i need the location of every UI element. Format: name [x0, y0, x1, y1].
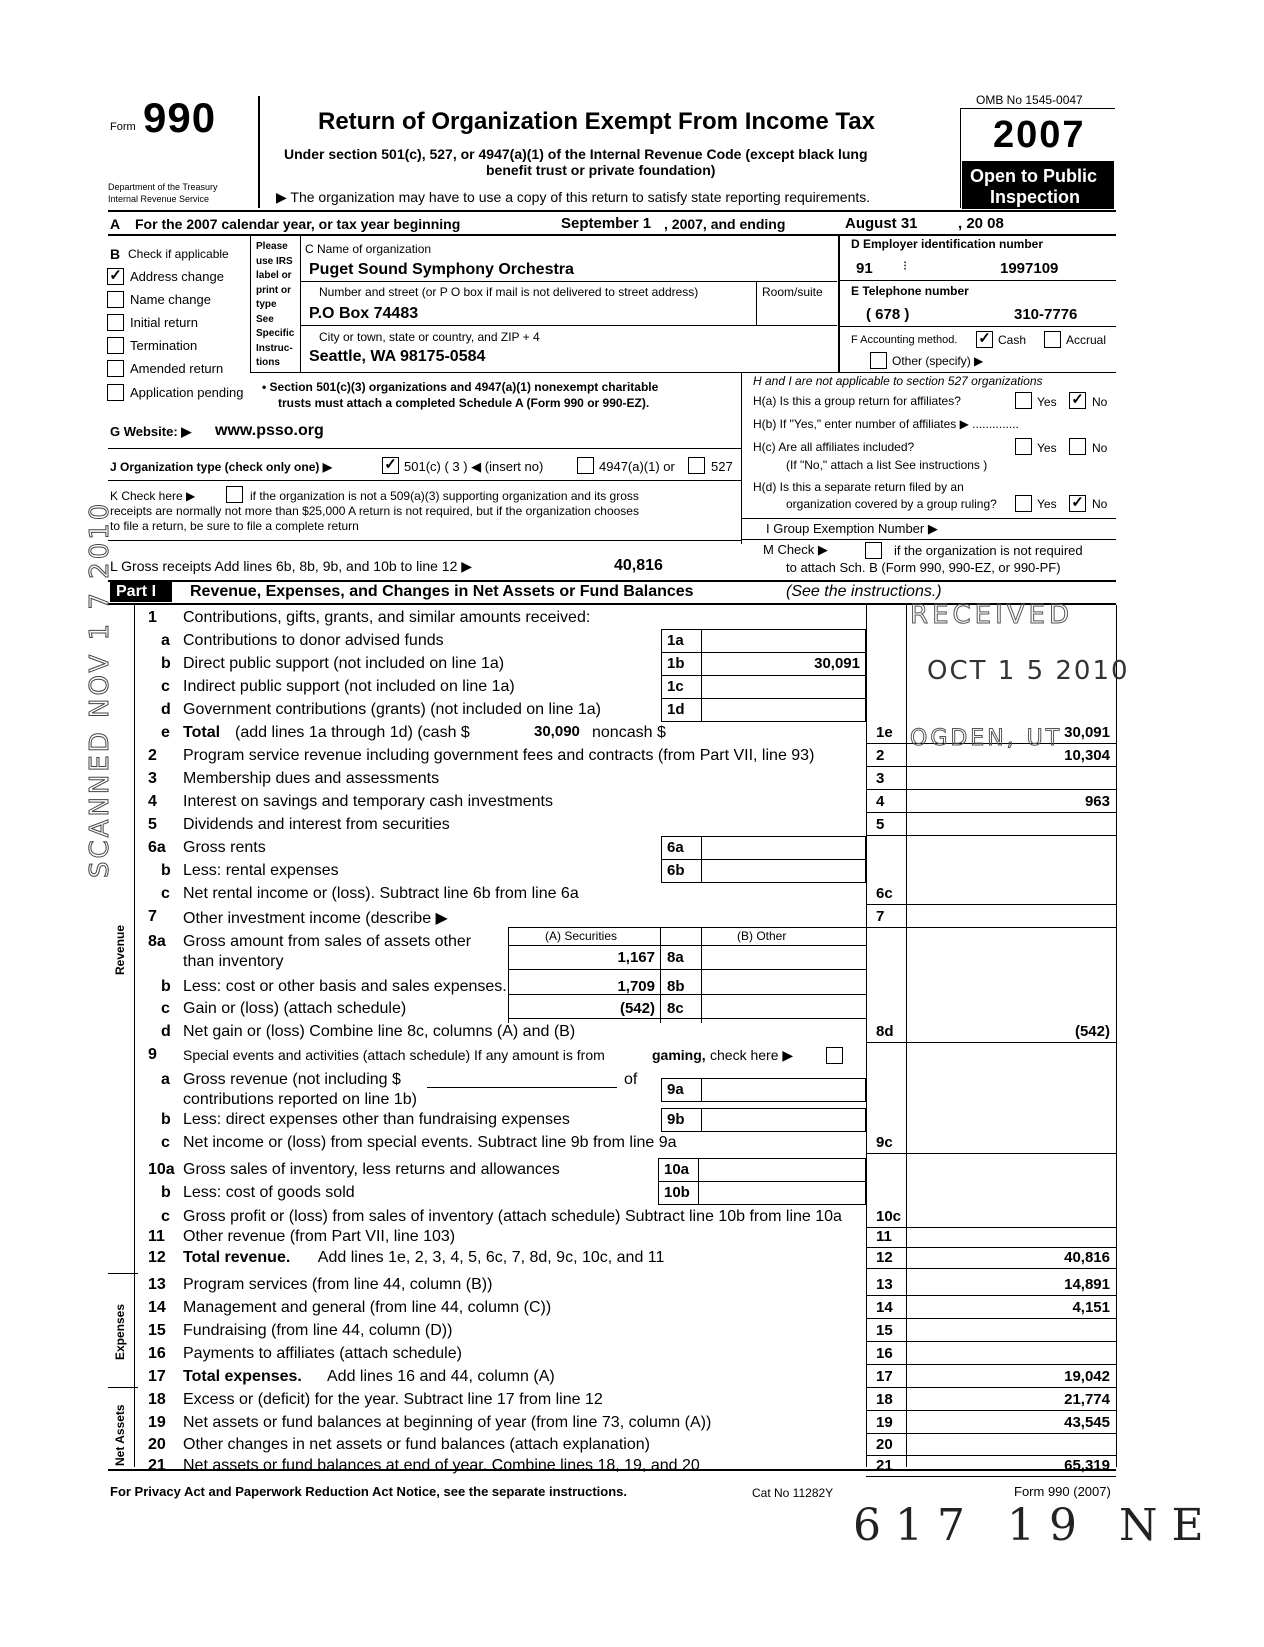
line-sub-letter: d: [161, 1023, 171, 1040]
line-number: 11: [148, 1228, 165, 1245]
amount-box-label: 12: [876, 1249, 893, 1266]
line-a-text: For the 2007 calendar year, or tax year beginning: [135, 216, 461, 232]
line-text: Add lines 1e, 2, 3, 4, 5, 6c, 7, 8d, 9c, 10c, and 11: [317, 1249, 665, 1266]
amount-box-label: 1e: [876, 724, 893, 741]
phone-area: ( 678 ): [866, 306, 910, 323]
line-text: Payments to affiliates (attach schedule): [183, 1345, 462, 1362]
inner-box-label: 10a: [664, 1161, 690, 1178]
line-number: 16: [148, 1345, 166, 1362]
line-text-bold: Total revenue.: [183, 1249, 291, 1266]
dept-line1: Department of the Treasury: [108, 182, 218, 192]
org-street: P.O Box 74483: [309, 305, 419, 322]
tax-year-end-year: , 20 08: [958, 215, 1004, 232]
check-b-label: Name change: [130, 292, 211, 307]
form-subtitle-1: Under section 501(c), 527, or 4947(a)(1) of the Internal Revenue Code (except black lung: [284, 146, 868, 162]
line-number: 5: [148, 816, 157, 833]
inner-box-label: 6b: [667, 862, 685, 879]
form-word: Form: [110, 121, 136, 133]
line-amount: (542): [1074, 1023, 1110, 1040]
cash-amount: 30,090: [534, 723, 580, 740]
line-sub-letter: a: [161, 1071, 170, 1088]
line-text: Net gain or (loss) Combine line 8c, columns (A) and (B): [183, 1023, 576, 1040]
form-subtitle-2: benefit trust or private foundation): [486, 162, 716, 178]
amount-box-label: 4: [876, 793, 885, 810]
k-check: K Check here ▶: [110, 489, 196, 503]
amount-box-label: 13: [876, 1276, 893, 1293]
net-assets-side-label: Net Assets: [113, 1404, 127, 1466]
4947-label: 4947(a)(1) or: [599, 459, 675, 474]
check-b-checkbox[interactable]: [107, 314, 124, 331]
form-number: 990: [143, 94, 217, 141]
line-text: Direct public support (not included on line 1a): [183, 655, 505, 672]
amount-box-label: 5: [876, 816, 885, 833]
please-note: label or: [256, 270, 292, 281]
check-b-label: Termination: [130, 338, 198, 353]
line-text: Special events and activities (attach schedule) If any amount is from: [183, 1047, 605, 1063]
check-b-label: Initial return: [130, 315, 198, 330]
open-to-public-2: Inspection: [990, 187, 1081, 207]
part-see: (See the instructions.): [786, 583, 942, 600]
line-text: Dividends and interest from securities: [183, 816, 450, 833]
gross-receipts-value: 40,816: [614, 557, 663, 574]
line-sub-letter: e: [161, 724, 170, 741]
privacy-notice: For Privacy Act and Paperwork Reduction Act Notice, see the separate instructions.: [110, 1484, 628, 1499]
line-text-3: contributions reported on line 1b): [183, 1091, 417, 1108]
org-name: Puget Sound Symphony Orchestra: [309, 261, 574, 278]
line-text-of: of: [624, 1071, 638, 1088]
street-label: Number and street (or P O box if mail is not delivered to street address): [319, 285, 699, 299]
line-number: 13: [148, 1276, 166, 1293]
ein-number: 1997109: [1000, 260, 1059, 277]
tax-year-begin: September 1: [561, 215, 652, 232]
gross-receipts-label: L Gross receipts Add lines 6b, 8b, 9b, and 10b to line 12 ▶: [110, 558, 473, 574]
line-amount: 65,319: [1064, 1457, 1110, 1474]
amount-box-label: 15: [876, 1322, 893, 1339]
cat-number: Cat No 11282Y: [752, 1486, 834, 1500]
inner-amount: 30,091: [814, 655, 860, 672]
line-amount: 14,891: [1064, 1276, 1110, 1293]
please-note: Please: [256, 241, 288, 252]
line-text: Less: cost or other basis and sales expenses.: [183, 978, 507, 995]
amount-box-label: 19: [876, 1414, 893, 1431]
line-number: 15: [148, 1322, 166, 1339]
line-text: Other investment income (describe ▶: [183, 910, 448, 927]
line-text: Membership dues and assessments: [183, 770, 440, 787]
line-text-bold: Total: [183, 724, 221, 741]
line-text: Gross rents: [183, 839, 266, 856]
line-sub-letter: b: [161, 978, 171, 995]
line-text: Add lines 16 and 44, column (A): [327, 1368, 555, 1385]
line-sub-letter: d: [161, 701, 171, 718]
check-b-checkbox[interactable]: ✓: [107, 268, 124, 285]
line-text: Program service revenue including government fees and contracts (from Part VII, line 93): [183, 747, 815, 764]
line-amount: 19,042: [1064, 1368, 1110, 1385]
line-text: Gross revenue (not including $: [183, 1071, 401, 1088]
4947-checkbox[interactable]: [577, 457, 594, 474]
tax-year-end: August 31: [845, 215, 918, 232]
revenue-side-label: Revenue: [113, 924, 127, 975]
section-501-note-2: trusts must attach a completed Schedule A (Form 990 or 990-EZ).: [278, 396, 650, 410]
group-exemption: I Group Exemption Number ▶: [766, 521, 938, 536]
dept-line2: Internal Revenue Service: [108, 194, 210, 204]
line-number: 21: [148, 1457, 166, 1474]
m-checkbox[interactable]: [865, 542, 882, 559]
line-text: Net rental income or (loss). Subtract line 6b from line 6a: [183, 885, 579, 902]
line-sub-letter: b: [161, 862, 171, 879]
line-text: Management and general (from line 44, column (C)): [183, 1299, 552, 1316]
inner-box-label: 1a: [667, 632, 684, 649]
part-title: Revenue, Expenses, and Changes in Net Assets or Fund Balances: [190, 583, 694, 600]
ein-label: D Employer identification number: [851, 237, 1044, 251]
omb-number: OMB No 1545-0047: [976, 93, 1083, 107]
m-check: M Check ▶: [763, 542, 828, 557]
line-sub-letter: b: [161, 1111, 171, 1128]
check-b-label: Address change: [130, 269, 224, 284]
line-number: 12: [148, 1249, 166, 1266]
amount-box-label: 16: [876, 1345, 893, 1362]
part-tag: Part I: [116, 583, 157, 600]
m-text-2: to attach Sch. B (Form 990, 990-EZ, or 990-PF): [786, 560, 1061, 575]
inner-box-label: 9a: [667, 1081, 684, 1098]
org-name-label: C Name of organization: [305, 242, 432, 256]
phone-label: E Telephone number: [851, 284, 969, 298]
line-sub-letter: b: [161, 1184, 171, 1201]
h-b: H(b) If "Yes," enter number of affiliates ▶ ..............: [753, 417, 1019, 431]
check-b-checkbox[interactable]: [107, 291, 124, 308]
line-text: Gain or (loss) (attach schedule): [183, 1000, 407, 1017]
line-sub-letter: c: [161, 1134, 170, 1151]
line-number: 17: [148, 1368, 166, 1385]
ein-prefix: 91: [856, 260, 873, 277]
line-amount: 43,545: [1064, 1414, 1110, 1431]
inner-box-label: 1b: [667, 655, 685, 672]
hd-no-label: No: [1092, 497, 1108, 511]
ha-no-label: No: [1092, 395, 1108, 409]
line-text: Less: cost of goods sold: [183, 1184, 355, 1201]
line-sub-letter: b: [161, 655, 171, 672]
k-text-3: to file a return, be sure to file a complete return: [110, 519, 359, 533]
inner-box-label: 6a: [667, 839, 684, 856]
check-b-checkbox[interactable]: [107, 337, 124, 354]
noncash-label: noncash $: [592, 724, 666, 741]
city-label: City or town, state or country, and ZIP + 4: [319, 330, 540, 344]
phone-number: 310-7776: [1014, 306, 1078, 323]
line-text-2: than inventory: [183, 953, 284, 970]
form-footer: Form 990 (2007): [1014, 1484, 1111, 1499]
check-b-checkbox[interactable]: [107, 360, 124, 377]
line-text: Other revenue (from Part VII, line 103): [183, 1228, 456, 1245]
line-amount: 963: [1084, 793, 1110, 810]
ogden-stamp: OGDEN, UT: [910, 726, 1063, 751]
hd-yes-label: Yes: [1037, 497, 1057, 511]
line-text: Interest on savings and temporary cash investments: [183, 793, 553, 810]
line-text: Gross profit or (loss) from sales of inventory (attach schedule) Subtract line 10b from line 10a: [183, 1208, 842, 1225]
line-number: 7: [148, 908, 157, 925]
h-d: H(d) Is this a separate return filed by an: [753, 480, 964, 494]
check-if-applicable: Check if applicable: [128, 247, 229, 261]
room-suite-label: Room/suite: [762, 285, 823, 299]
501c-label: 501(c) ( 3 ) ◀ (insert no): [404, 459, 544, 474]
line-number: 8a: [148, 933, 166, 950]
form-title: Return of Organization Exempt From Income Tax: [318, 108, 875, 135]
line-number: 14: [148, 1299, 166, 1316]
line-text: check here ▶: [710, 1047, 794, 1063]
527-checkbox[interactable]: [688, 457, 705, 474]
line-text: Indirect public support (not included on line 1a): [183, 678, 515, 695]
hd-no-checkbox[interactable]: ✓: [1069, 495, 1086, 512]
org-type-label: J Organization type (check only one) ▶: [110, 460, 332, 474]
k-text-2: receipts are normally not more than $25,000 A return is not required, but if the organization chooses: [110, 504, 639, 518]
check-b-label: Amended return: [130, 361, 224, 376]
handwritten-note: 617 19 NE: [853, 1500, 1218, 1551]
line-number: 3: [148, 770, 157, 787]
accrual-checkbox[interactable]: [1044, 331, 1061, 348]
line-amount: 21,774: [1064, 1391, 1110, 1408]
h-c: H(c) Are all affiliates included?: [753, 440, 915, 454]
line-a-mid: , 2007, and ending: [664, 216, 786, 232]
cash-checkbox[interactable]: ✓: [976, 331, 993, 348]
accounting-method-label: F Accounting method.: [851, 334, 958, 346]
line-number: 4: [148, 793, 157, 810]
hc-yes-label: Yes: [1037, 441, 1057, 455]
line-number: 20: [148, 1436, 166, 1453]
please-note: use IRS: [256, 255, 293, 267]
line-sub-letter: c: [161, 678, 170, 695]
inner-box-label: 1c: [667, 678, 684, 695]
line-amount: 30,091: [1064, 724, 1110, 741]
received-date-stamp: OCT 1 5 2010: [927, 656, 1130, 686]
amount-box-label: 8d: [876, 1023, 894, 1040]
501c-checkbox[interactable]: ✓: [382, 457, 399, 474]
line-number: 18: [148, 1391, 166, 1408]
527-label: 527: [711, 459, 733, 474]
line-text-bold: gaming,: [652, 1047, 706, 1063]
amount-box-label: 10c: [876, 1208, 902, 1225]
gaming-checkbox[interactable]: [826, 1047, 843, 1064]
inner-amount: 1,167: [617, 949, 655, 966]
ha-yes-checkbox[interactable]: [1015, 392, 1032, 409]
line-text-bold: Total expenses.: [183, 1368, 302, 1385]
amount-box-label: 21: [876, 1457, 893, 1474]
accrual-label: Accrual: [1066, 333, 1107, 347]
amount-box-label: 7: [876, 908, 885, 925]
other-method-checkbox[interactable]: [870, 352, 887, 369]
line-number: 10a: [148, 1161, 175, 1178]
line-number: 6a: [148, 839, 166, 856]
website-value: www.psso.org: [215, 422, 324, 439]
line-amount: 4,151: [1072, 1299, 1110, 1316]
inner-box-label: 1d: [667, 701, 685, 718]
line-amount: 40,816: [1064, 1249, 1110, 1266]
received-stamp: RECEIVED: [910, 600, 1073, 630]
line-number: 2: [148, 747, 157, 764]
state-reporting-note: ▶ The organization may have to use a copy of this return to satisfy state reporting requirements.: [276, 189, 871, 205]
line-text: Net assets or fund balances at end of year. Combine lines 18, 19, and 20: [183, 1457, 700, 1474]
col-b-header: (B) Other: [737, 929, 787, 943]
line-text: Other changes in net assets or fund balances (attach explanation): [183, 1436, 650, 1453]
amount-box-label: 14: [876, 1299, 893, 1316]
k-checkbox[interactable]: [226, 486, 243, 503]
please-note: print or: [256, 284, 291, 296]
expenses-side-label: Expenses: [113, 1303, 127, 1360]
ha-no-checkbox[interactable]: ✓: [1069, 392, 1086, 409]
inner-box-label: 8c: [667, 1000, 684, 1017]
hd-yes-checkbox[interactable]: [1015, 495, 1032, 512]
line-number: 1: [148, 609, 157, 626]
line-number: 9: [148, 1046, 157, 1063]
org-city: Seattle, WA 98175-0584: [309, 348, 486, 365]
line-text: Less: direct expenses other than fundraising expenses: [183, 1111, 570, 1128]
amount-box-label: 3: [876, 770, 885, 787]
please-note: Instruc-: [256, 342, 293, 354]
h-d-2: organization covered by a group ruling?: [786, 497, 997, 511]
hc-yes-checkbox[interactable]: [1015, 438, 1032, 455]
line-sub-letter: c: [161, 885, 170, 902]
line-text: Contributions, gifts, grants, and similar amounts received:: [183, 609, 591, 626]
open-to-public-1: Open to Public: [970, 166, 1098, 186]
line-number: 19: [148, 1414, 166, 1431]
amount-box-label: 20: [876, 1436, 893, 1453]
col-a-header: (A) Securities: [545, 929, 618, 943]
line-text: Less: rental expenses: [183, 862, 339, 879]
h-c-2: (If "No," attach a list See instructions ): [786, 458, 988, 472]
section-501-note: • Section 501(c)(3) organizations and 4947(a)(1) nonexempt charitable: [262, 380, 659, 394]
line-sub-letter: c: [161, 1208, 170, 1225]
hc-no-label: No: [1092, 441, 1108, 455]
k-text-1: if the organization is not a 509(a)(3) supporting organization and its gross: [250, 489, 639, 503]
please-note: See: [256, 313, 274, 325]
scanned-stamp: SCANNED NOV 1 7 2010: [85, 500, 115, 878]
amount-box-label: 2: [876, 747, 885, 764]
line-text: Fundraising (from line 44, column (D)): [183, 1322, 453, 1339]
inner-box-label: 8b: [667, 978, 685, 995]
line-text: Net assets or fund balances at beginning of year (from line 73, column (A)): [183, 1414, 712, 1431]
m-text: if the organization is not required: [894, 543, 1083, 558]
line-text: (add lines 1a through 1d) (cash $: [235, 724, 470, 741]
h-a: H(a) Is this a group return for affiliates?: [753, 394, 961, 408]
amount-box-label: 18: [876, 1391, 893, 1408]
hc-no-checkbox[interactable]: [1069, 438, 1086, 455]
amount-box-label: 9c: [876, 1134, 893, 1151]
line-a-letter: A: [110, 216, 121, 232]
amount-box-label: 6c: [876, 885, 893, 902]
cash-label: Cash: [998, 333, 1027, 347]
line-sub-letter: c: [161, 1000, 170, 1017]
check-b-label: Application pending: [130, 385, 244, 400]
tax-year: 2007: [993, 114, 1086, 156]
please-note: Specific: [256, 328, 295, 339]
ha-yes-label: Yes: [1037, 395, 1057, 409]
website-label: G Website: ▶: [110, 424, 192, 439]
inner-box-label: 10b: [664, 1184, 690, 1201]
inner-box-label: 8a: [667, 949, 684, 966]
line-sub-letter: a: [161, 632, 170, 649]
amount-box-label: 17: [876, 1368, 893, 1385]
inner-amount: (542): [619, 1000, 655, 1017]
line-text: Net income or (loss) from special events. Subtract line 9b from line 9a: [183, 1134, 677, 1151]
amount-box-label: 11: [876, 1228, 892, 1245]
please-note: type: [256, 299, 277, 310]
line-text: Contributions to donor advised funds: [183, 632, 444, 649]
other-method-label: Other (specify) ▶: [892, 354, 984, 368]
line-text: Government contributions (grants) (not included on line 1a): [183, 701, 601, 718]
line-text: Gross amount from sales of assets other: [183, 933, 472, 950]
check-b-checkbox[interactable]: [107, 384, 124, 401]
please-note: tions: [256, 357, 280, 368]
inner-box-label: 9b: [667, 1111, 685, 1128]
line-text: Gross sales of inventory, less returns and allowances: [183, 1161, 560, 1178]
inner-amount: 1,709: [617, 978, 655, 995]
line-text: Excess or (deficit) for the year. Subtract line 17 from line 12: [183, 1391, 603, 1408]
line-amount: 10,304: [1064, 747, 1110, 764]
h-intro: H and I are not applicable to section 527 organizations: [753, 374, 1043, 388]
line-text: Program services (from line 44, column (B)): [183, 1276, 493, 1293]
